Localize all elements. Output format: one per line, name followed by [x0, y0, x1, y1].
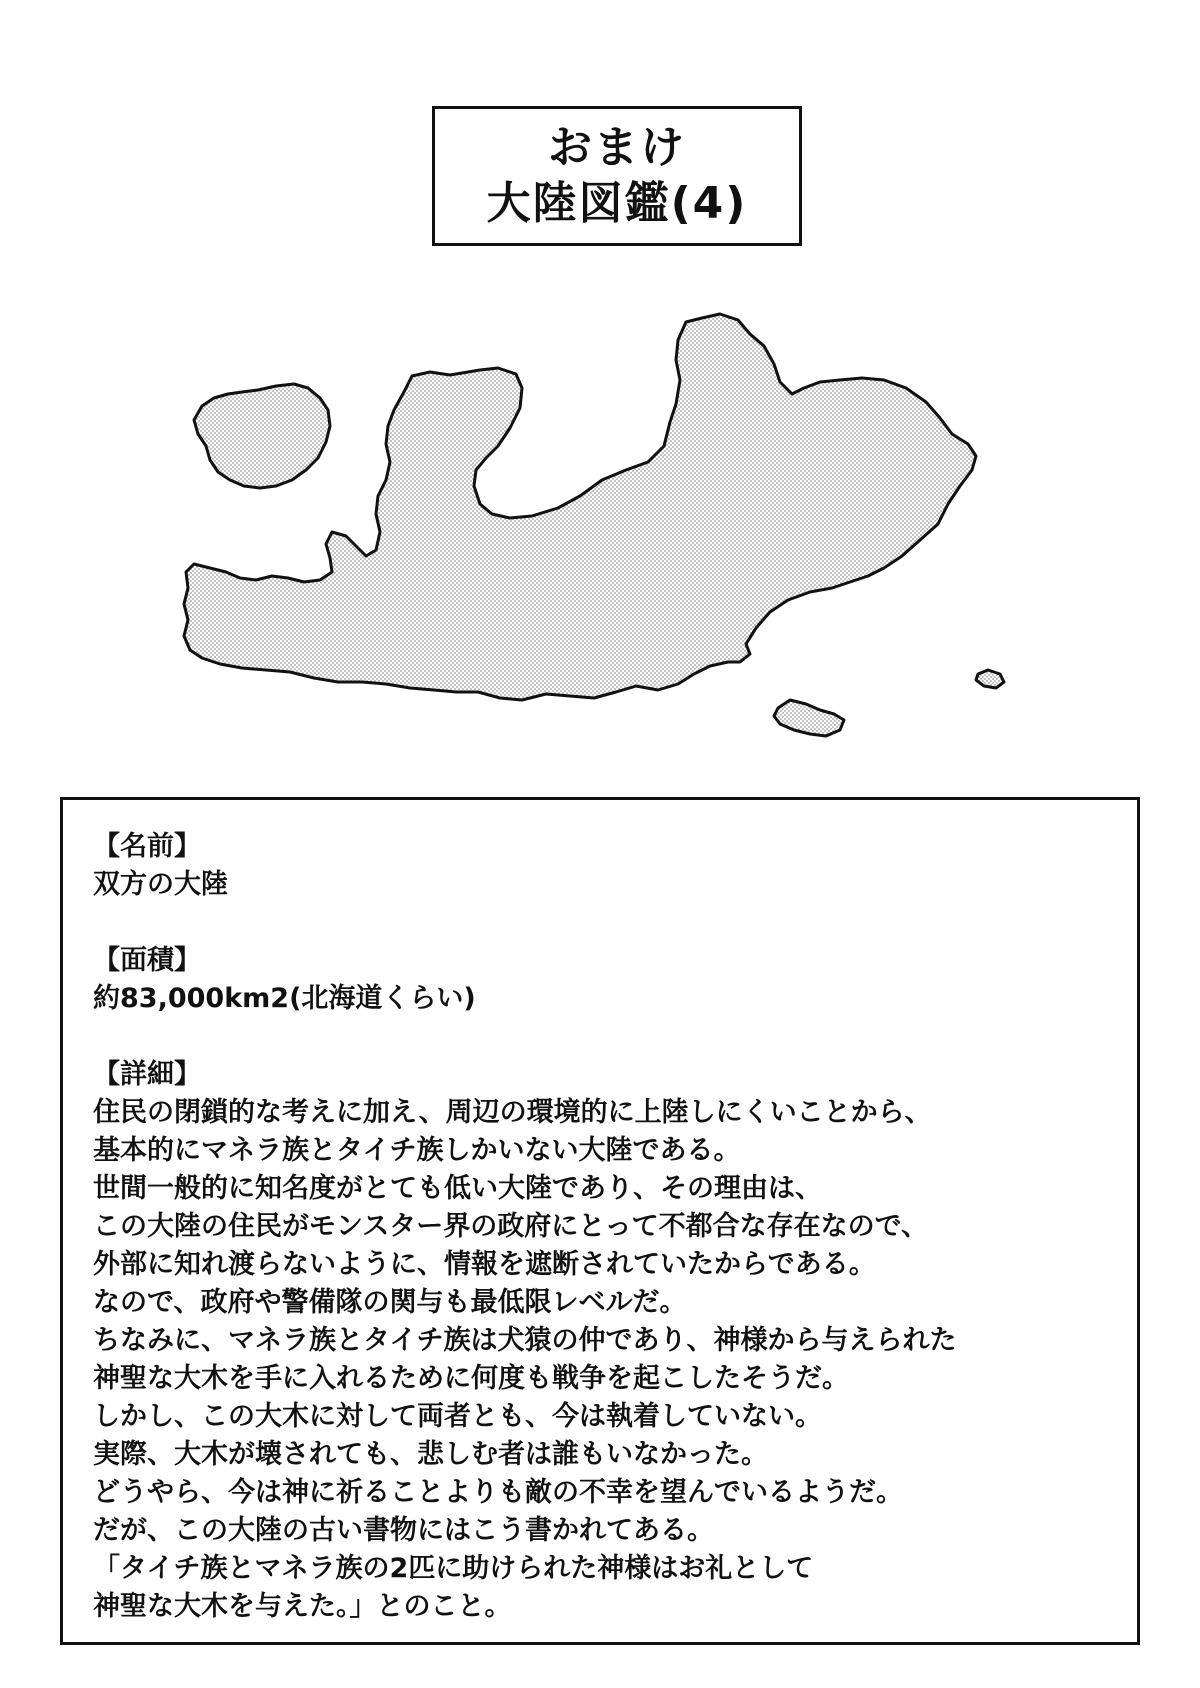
area-label: 【面積】 — [93, 945, 201, 976]
detail-line: 実際、大木が壊されても、悲しむ者は誰もいなかった。 — [93, 1439, 768, 1470]
title-box — [432, 106, 802, 246]
tiny-island-shape — [976, 670, 1004, 688]
detail-line: 住民の閉鎖的な考えに加え、周辺の環境的に上陸しにくいことから、 — [93, 1097, 932, 1128]
area-value: 約83,000km2(北海道くらい) — [93, 983, 476, 1014]
area-section — [93, 942, 1107, 1018]
small-island-shape — [774, 700, 844, 736]
detail-line: 基本的にマネラ族とタイチ族しかいない大陸である。 — [93, 1135, 741, 1166]
detail-line: 世間一般的に知名度がとても低い大陸であり、その理由は、 — [93, 1173, 822, 1204]
continent-map-svg — [180, 310, 1060, 750]
detail-line: 神聖な大木を手に入れるために何度も戦争を起こしたそうだ。 — [93, 1363, 849, 1394]
detail-line: 外部に知れ渡らないように、情報を遮断されていたからである。 — [93, 1249, 876, 1280]
detail-line: 神聖な大木を与えた。」とのこと。 — [93, 1591, 512, 1622]
detail-line: だが、この大陸の古い書物にはこう書かれてある。 — [93, 1515, 714, 1546]
detail-label: 【詳細】 — [93, 1059, 201, 1090]
main-continent-shape — [184, 314, 976, 700]
name-label: 【名前】 — [93, 831, 201, 862]
page-title: 大陸図鑑(4) — [486, 178, 748, 229]
left-island-shape — [194, 384, 330, 488]
title-subtitle: おまけ — [548, 122, 686, 173]
detail-line: しかし、この大木に対して両者とも、今は執着していない。 — [93, 1401, 822, 1432]
detail-line: なので、政府や警備隊の関与も最低限レベルだ。 — [93, 1287, 687, 1318]
info-box — [60, 797, 1140, 1645]
name-value: 双方の大陸 — [93, 869, 228, 900]
detail-section — [93, 1056, 1107, 1626]
detail-line: 「タイチ族とマネラ族の2匹に助けられた神様はお礼として — [93, 1553, 814, 1584]
detail-text — [93, 1094, 1107, 1626]
detail-line: ちなみに、マネラ族とタイチ族は犬猿の仲であり、神様から与えられた — [93, 1325, 957, 1356]
continent-map — [180, 310, 1060, 750]
name-section — [93, 828, 1107, 904]
detail-line: この大陸の住民がモンスター界の政府にとって不都合な存在なので、 — [93, 1211, 929, 1242]
detail-line: どうやら、今は神に祈ることよりも敵の不幸を望んでいるようだ。 — [93, 1477, 903, 1508]
